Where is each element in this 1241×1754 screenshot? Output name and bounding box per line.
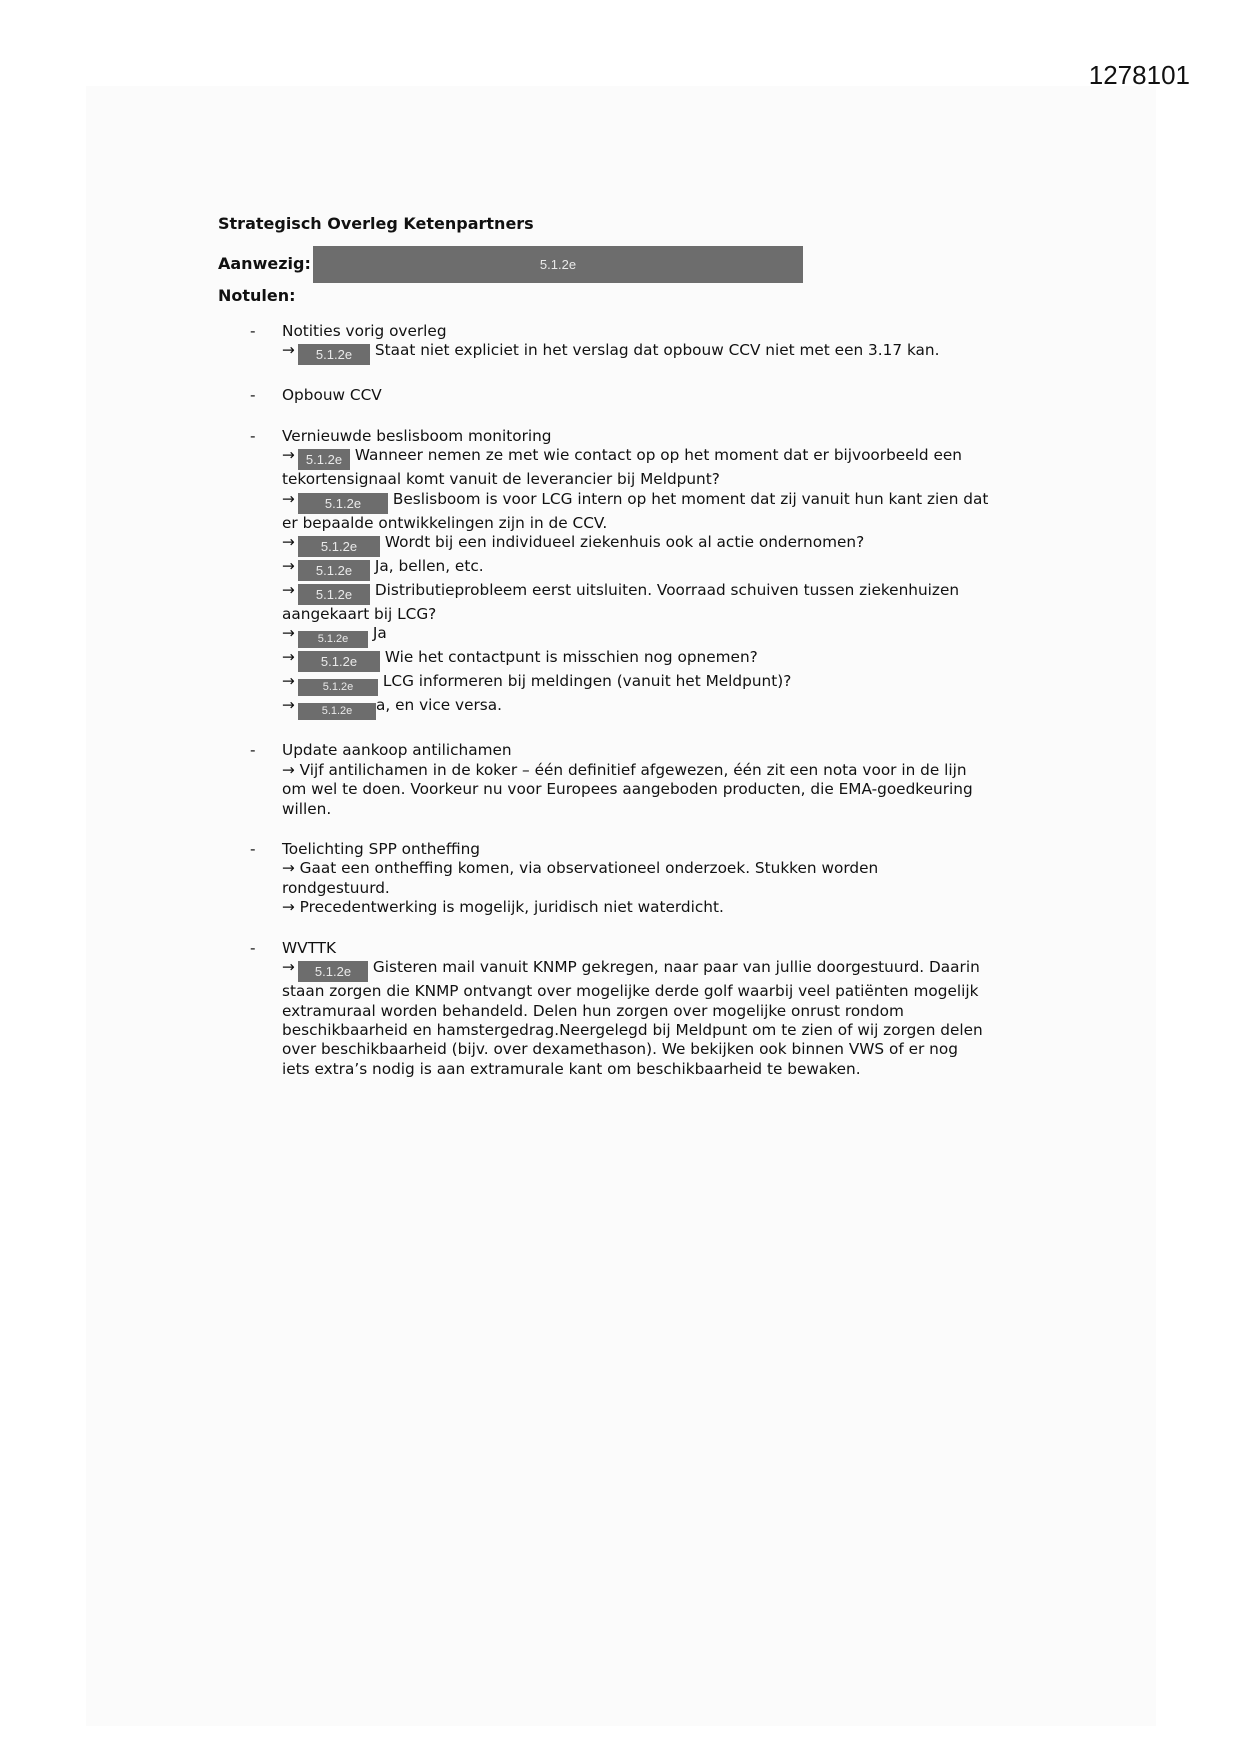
arrow-icon: → bbox=[282, 341, 295, 360]
bullet-dash: - bbox=[250, 426, 256, 445]
redaction-box: 5.1.2e bbox=[298, 344, 370, 365]
attendees-redaction: 5.1.2e bbox=[313, 246, 803, 283]
bullet-dash: - bbox=[250, 322, 256, 340]
arrow-icon: → bbox=[282, 958, 295, 977]
document-title: Strategisch Overleg Ketenpartners bbox=[218, 214, 534, 233]
bullet-dash: - bbox=[250, 938, 256, 957]
action-line bbox=[282, 533, 1040, 557]
line-text: Distributieprobleem eerst uitsluiten. Voorraad schuiven tussen ziekenhuizen bbox=[374, 581, 960, 600]
action-line bbox=[282, 557, 1040, 581]
line-text: Wie het contactpunt is misschien nog opnemen? bbox=[384, 648, 758, 667]
line-text: Wanneer nemen ze met wie contact op op het moment dat er bijvoorbeeld een bbox=[354, 446, 962, 465]
redaction-box: 5.1.2e bbox=[298, 493, 388, 514]
redaction-box: 5.1.2e bbox=[298, 584, 370, 605]
action-line bbox=[282, 648, 1040, 672]
line-text: Ja bbox=[372, 624, 387, 643]
item-heading: Toelichting SPP ontheffing bbox=[282, 840, 481, 859]
line-continuation: aangekaart bij LCG? bbox=[282, 605, 437, 624]
action-line bbox=[282, 490, 1040, 514]
line-text: LCG informeren bij meldingen (vanuit het Meldpunt)? bbox=[382, 672, 792, 691]
line-text: Wordt bij een individueel ziekenhuis ook al actie ondernomen? bbox=[384, 533, 865, 552]
body-line: willen. bbox=[282, 799, 332, 818]
action-line bbox=[282, 672, 1040, 696]
line-text: Beslisboom is voor LCG intern op het moment dat zij vanuit hun kant zien dat bbox=[392, 489, 989, 508]
body-line: → Gaat een ontheffing komen, via observationeel onderzoek. Stukken worden bbox=[282, 859, 879, 878]
arrow-icon: → bbox=[282, 557, 295, 576]
arrow-icon: → bbox=[282, 672, 295, 691]
body-line: → Precedentwerking is mogelijk, juridisch niet waterdicht. bbox=[282, 898, 724, 917]
list-item bbox=[250, 427, 1040, 721]
redaction-box: 5.1.2e bbox=[298, 631, 368, 648]
list-item bbox=[250, 741, 1040, 819]
arrow-icon: → bbox=[282, 489, 295, 508]
redaction-box: 5.1.2e bbox=[298, 560, 370, 581]
list-item bbox=[250, 840, 1040, 918]
item-heading: Vernieuwde beslisboom monitoring bbox=[282, 426, 552, 445]
document-id: 1278101 bbox=[1088, 60, 1190, 90]
bullet-dash: - bbox=[250, 741, 256, 760]
arrow-icon: → bbox=[282, 648, 295, 667]
bullet-dash: - bbox=[250, 386, 256, 405]
line-text: a, en vice versa. bbox=[376, 696, 503, 715]
body-line: over beschikbaarheid (bijv. over dexamethason). We bekijken ook binnen VWS of er nog bbox=[282, 1040, 958, 1059]
body-line: extramuraal worden behandeld. Delen hun zorgen over mogelijke onrust rondom bbox=[282, 1001, 904, 1020]
bullet-dash: - bbox=[250, 840, 256, 859]
item-heading: Opbouw CCV bbox=[282, 386, 382, 405]
line-text: Ja, bellen, etc. bbox=[374, 557, 484, 576]
arrow-icon: → bbox=[282, 533, 295, 552]
item-heading: WVTTK bbox=[282, 938, 337, 957]
minutes-list bbox=[250, 322, 1040, 1100]
redaction-box: 5.1.2e bbox=[298, 536, 380, 557]
minutes-label: Notulen: bbox=[218, 286, 296, 305]
line-text: Gisteren mail vanuit KNMP gekregen, naar paar van jullie doorgestuurd. Daarin bbox=[372, 958, 980, 977]
redaction-box: 5.1.2e bbox=[298, 651, 380, 672]
list-item bbox=[250, 322, 1040, 365]
line-text: Staat niet expliciet in het verslag dat opbouw CCV niet met een 3.17 kan. bbox=[374, 341, 940, 360]
body-line: om wel te doen. Voorkeur nu voor Europees aangeboden producten, die EMA-goedkeuring bbox=[282, 780, 973, 799]
action-line bbox=[282, 446, 1040, 470]
body-line: beschikbaarheid en hamstergedrag.Neergelegd bij Meldpunt om te zien of wij zorgen delen bbox=[282, 1020, 983, 1039]
action-line bbox=[282, 696, 1040, 720]
redaction-box: 5.1.2e bbox=[298, 679, 378, 696]
line-continuation: er bepaalde ontwikkelingen zijn in de CCV. bbox=[282, 513, 608, 532]
redaction-box: 5.1.2e bbox=[298, 961, 368, 982]
body-line: staan zorgen die KNMP ontvangt over mogelijke derde golf waarbij veel patiënten mogelijk bbox=[282, 982, 979, 1001]
arrow-icon: → bbox=[282, 581, 295, 600]
redaction-box: 5.1.2e bbox=[298, 449, 350, 470]
list-item bbox=[250, 386, 1040, 405]
action-line bbox=[282, 624, 1040, 648]
line-continuation: tekortensignaal komt vanuit de leverancier bij Meldpunt? bbox=[282, 470, 720, 489]
body-line: rondgestuurd. bbox=[282, 878, 390, 897]
action-line bbox=[282, 341, 1040, 365]
action-line bbox=[282, 958, 1040, 982]
arrow-icon: → bbox=[282, 696, 295, 715]
body-line: → Vijf antilichamen in de koker – één definitief afgewezen, één zit een nota voor in de lijn bbox=[282, 760, 967, 779]
body-line: iets extra’s nodig is aan extramurale kant om beschikbaarheid te bewaken. bbox=[282, 1059, 861, 1078]
redaction-box: 5.1.2e bbox=[298, 703, 376, 720]
arrow-icon: → bbox=[282, 446, 295, 465]
item-heading: Update aankoop antilichamen bbox=[282, 741, 512, 760]
list-item bbox=[250, 939, 1040, 1079]
action-line bbox=[282, 581, 1040, 605]
item-heading: Notities vorig overleg bbox=[282, 322, 447, 340]
attendees-label: Aanwezig: bbox=[218, 254, 311, 273]
arrow-icon: → bbox=[282, 624, 295, 643]
